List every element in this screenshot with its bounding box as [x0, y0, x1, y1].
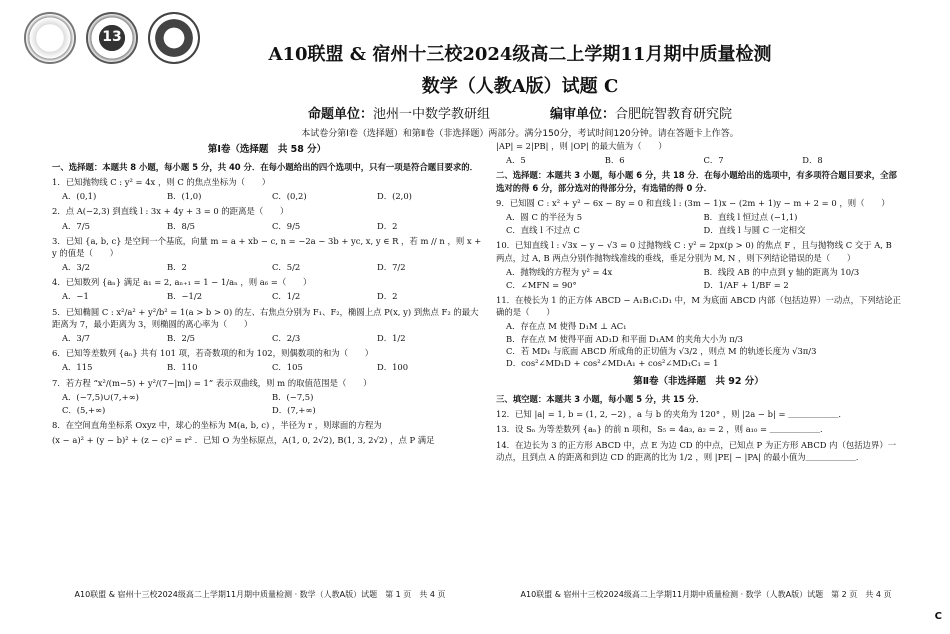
option: B．8/5: [167, 220, 196, 231]
question-2: 2．点 A(−2,3) 到直线 l : 3x + 4y + 3 = 0 的距离是（ ）: [52, 206, 289, 217]
option: D．100: [377, 362, 409, 373]
author-units: [150, 103, 890, 122]
option: A．3/2: [62, 262, 90, 273]
option: A．圆 C 的半径为 5: [506, 211, 583, 222]
option: A．5: [506, 155, 526, 166]
question-3-options: [52, 261, 482, 273]
question-5-options: [52, 332, 482, 344]
unit-label-2: 编审单位：: [550, 107, 616, 122]
option: D．2: [377, 220, 398, 231]
option: D．(2,0): [377, 191, 412, 202]
option: A．3/7: [62, 333, 90, 344]
exam-title: A10联盟 & 宿州十三校2024级高二上学期11月期中质量检测: [268, 44, 772, 65]
option: C．直线 l 不过点 C: [506, 225, 580, 236]
question-10: 10．已知直线 l : √3x − y − √3 = 0 过抛物线 C : y² = 2px(p > 0) 的焦点 F ，且与抛物线 C 交于 A, B 两点，过 A, B 两点分别作抛物线准线的垂线，垂足分别为 M, N ，则下列结论错误的是（ ）: [496, 240, 892, 263]
question-12: 12．已知 |a| = 1, b = (1, 2, −2) ，a 与 b 的夹角为 120° ，则 |2a − b| = ＿＿＿＿＿＿．: [496, 409, 847, 420]
question-7: 7．若方程 “x²/(m−5) + y²/(7−|m|) = 1” 表示双曲线，则 m 的取值范围是（ ）: [52, 377, 372, 388]
question-11-options: [496, 320, 901, 369]
question-1: 1．已知抛物线 C : y² = 4x ，则 C 的焦点坐标为（ ）: [52, 176, 271, 187]
option: B．2/5: [167, 333, 196, 344]
option: D．直线 l 与圆 C 一定相交: [703, 225, 806, 236]
unit-label-1: 命题单位：: [307, 107, 373, 122]
question-14: 14．在边长为 3 的正方形 ABCD 中，点 E 为边 CD 的中点，已知点 P 为正方形 ABCD 内（包括边界）一动点，且到点 A 的距离和到边 CD 的距离的比为 1/2 ，则 |PE| − |PA| 的最小值为＿＿＿＿＿＿．: [496, 439, 897, 462]
number-seal-logo: 13: [86, 12, 138, 64]
question-9-options: [496, 211, 901, 236]
question-6-options: [52, 361, 482, 373]
option: A．(0,1): [62, 191, 97, 202]
option: B．2: [167, 262, 187, 273]
question-9: 9．已知圆 C : x² + y² − 6x − 8y = 0 和直线 l : (3m − 1)x − (2m + 1)y − m + 2 = 0 ，则（ ）: [496, 197, 890, 208]
question-4-options: [52, 290, 482, 302]
question-8-part-c: |AP| = 2|PB| ，则 |OP| 的最大值为（ ）: [496, 141, 667, 151]
question-7-options: [52, 391, 482, 416]
question-6: 6．已知等差数列 {aₙ} 共有 101 项，若奇数项的和为 102，则偶数项的和为（ ）: [52, 348, 374, 359]
option: C．105: [272, 362, 303, 373]
option: D．(7,+∞): [272, 404, 316, 415]
option: D．cos²∠MD₁D + cos²∠MD₁A₁ + cos²∠MD₁C₁ = 1: [506, 358, 719, 368]
question-4: 4．已知数列 {aₙ} 满足 a₁ = 2, aₙ₊₁ = 1 − 1/aₙ ，则 a₆ =（ ）: [52, 277, 312, 288]
option: A．存在点 M 使得 D₁M ⊥ AC₁: [506, 321, 627, 332]
option: A．7/5: [62, 220, 90, 231]
option: C．若 MD₁ 与底面 ABCD 所成角的正切值为 √3/2 ，则点 M 的轨迹长度为 √3π/3: [506, 345, 817, 356]
question-8-part-b: (x − a)² + (y − b)² + (z − c)² = r² ．已知 O 为坐标原点，A(1, 0, 2√2), B(1, 3, 2√2) ，点 P 满足: [52, 435, 435, 446]
education-seal-logo: [148, 12, 200, 64]
footer-left: A10联盟 & 宿州十三校2024级高二上学期11月期中质量检测 · 数学（人教A版）试题 第 1 页 共 4 页: [74, 590, 446, 599]
option: D．2: [377, 291, 398, 302]
left-column: [52, 137, 482, 448]
question-10-options: [496, 266, 901, 291]
question-11: 11．在棱长为 1 的正方体 ABCD − A₁B₁C₁D₁ 中，M 为底面 ABCD 内部（包括边界）一动点，下列结论正确的是（ ）: [496, 295, 901, 318]
option: A．−1: [62, 291, 89, 302]
option: D．1/2: [377, 333, 406, 344]
part3-heading: 三、填空题：本题共 3 小题，每小题 5 分，共 15 分．: [496, 393, 705, 404]
exam-note: 本试卷分第Ⅰ卷（选择题）和第Ⅱ卷（非选择题）两部分。满分150分，考试时间120分钟。请在答题卡上作答。: [301, 129, 739, 139]
option: B．(−7,5): [272, 391, 314, 402]
footer-right: A10联盟 & 宿州十三校2024级高二上学期11月期中质量检测 · 数学（人教A版）试题 第 2 页 共 4 页: [520, 590, 892, 599]
option: B．(1,0): [167, 191, 202, 202]
right-column: [496, 137, 901, 464]
question-3: 3．已知 {a, b, c} 是空间一个基底，向量 m = a + xb − c, n = −2a − 3b + yc, x, y ∈ R ，若 m // n ，则 x + y 的值是（ ）: [52, 235, 482, 258]
exam-subtitle: 数学（人教A版）试题 C: [421, 76, 619, 97]
part1-heading: 一、选择题：本题共 8 小题，每小题 5 分，共 40 分．在每小题给出的四个选项中，只有一项是符合题目要求的．: [52, 161, 479, 172]
option: A．抛物线的方程为 y² = 4x: [506, 266, 613, 277]
option: C．7: [703, 155, 724, 166]
option: C．1/2: [272, 291, 301, 302]
option: C．∠MFN = 90°: [506, 279, 577, 290]
option: A．(−7,5)∪(7,+∞): [62, 391, 139, 402]
option: B．−1/2: [167, 291, 203, 302]
option: B．直线 l 恒过点 (−1,1): [703, 211, 798, 222]
question-2-options: [52, 220, 482, 232]
option: C．9/5: [272, 220, 301, 231]
option: D．1/AF + 1/BF = 2: [703, 279, 789, 290]
option: B．110: [167, 362, 198, 373]
unit-value-1: 池州一中数学教研组: [372, 107, 490, 122]
question-8-part-a: 8．在空间直角坐标系 Oxyz 中，球心的坐标为 M(a, b, c) ，半径为 r ，则球面的方程为: [52, 420, 382, 431]
option: B．线段 AB 的中点到 y 轴的距离为 10/3: [703, 266, 860, 277]
question-13: 13．设 Sₙ 为等差数列 {aₙ} 的前 n 项和，S₅ = 4a₃, a₂ = 2 ，则 a₁₀ = ＿＿＿＿＿＿．: [496, 424, 829, 435]
edge-mark: C: [934, 611, 942, 622]
section-title-2: 第Ⅱ卷（非选择题 共 92 分）: [633, 376, 764, 388]
school-seal-logo: [24, 12, 76, 64]
option: A．115: [62, 362, 93, 373]
question-8-options: [496, 154, 901, 166]
option: C．2/3: [272, 333, 301, 344]
option: C．5/2: [272, 262, 301, 273]
question-1-options: [52, 190, 482, 202]
section-title-1: 第Ⅰ卷（选择题 共 58 分）: [207, 144, 327, 155]
option: B．6: [604, 155, 625, 166]
option: C．(0,2): [272, 191, 307, 202]
part2-heading: 二、选择题：本题共 3 小题，每小题 6 分，共 18 分．在每小题给出的选项中，有多项符合题目要求，全部选对的得 6 分，部分选对的得部分分，有选错的得 0 分．: [496, 170, 897, 193]
question-5: 5．已知椭圆 C : x²/a² + y²/b² = 1(a > b > 0) 的左、右焦点分别为 F₁、F₂，椭圆上点 P(x, y) 到焦点 F₂ 的最大距离为 7，最小距离为 3，则椭圆的离心率为（ ）: [52, 306, 479, 329]
unit-value-2: 合肥皖智教育研究院: [615, 107, 733, 122]
option: B．存在点 M 使得平面 AD₁D 和平面 D₁AM 的夹角大小为 π/3: [506, 333, 743, 344]
option: D．8: [802, 155, 823, 166]
option: C．(5,+∞): [62, 404, 106, 415]
option: D．7/2: [377, 262, 406, 273]
logo-group: [22, 4, 197, 64]
